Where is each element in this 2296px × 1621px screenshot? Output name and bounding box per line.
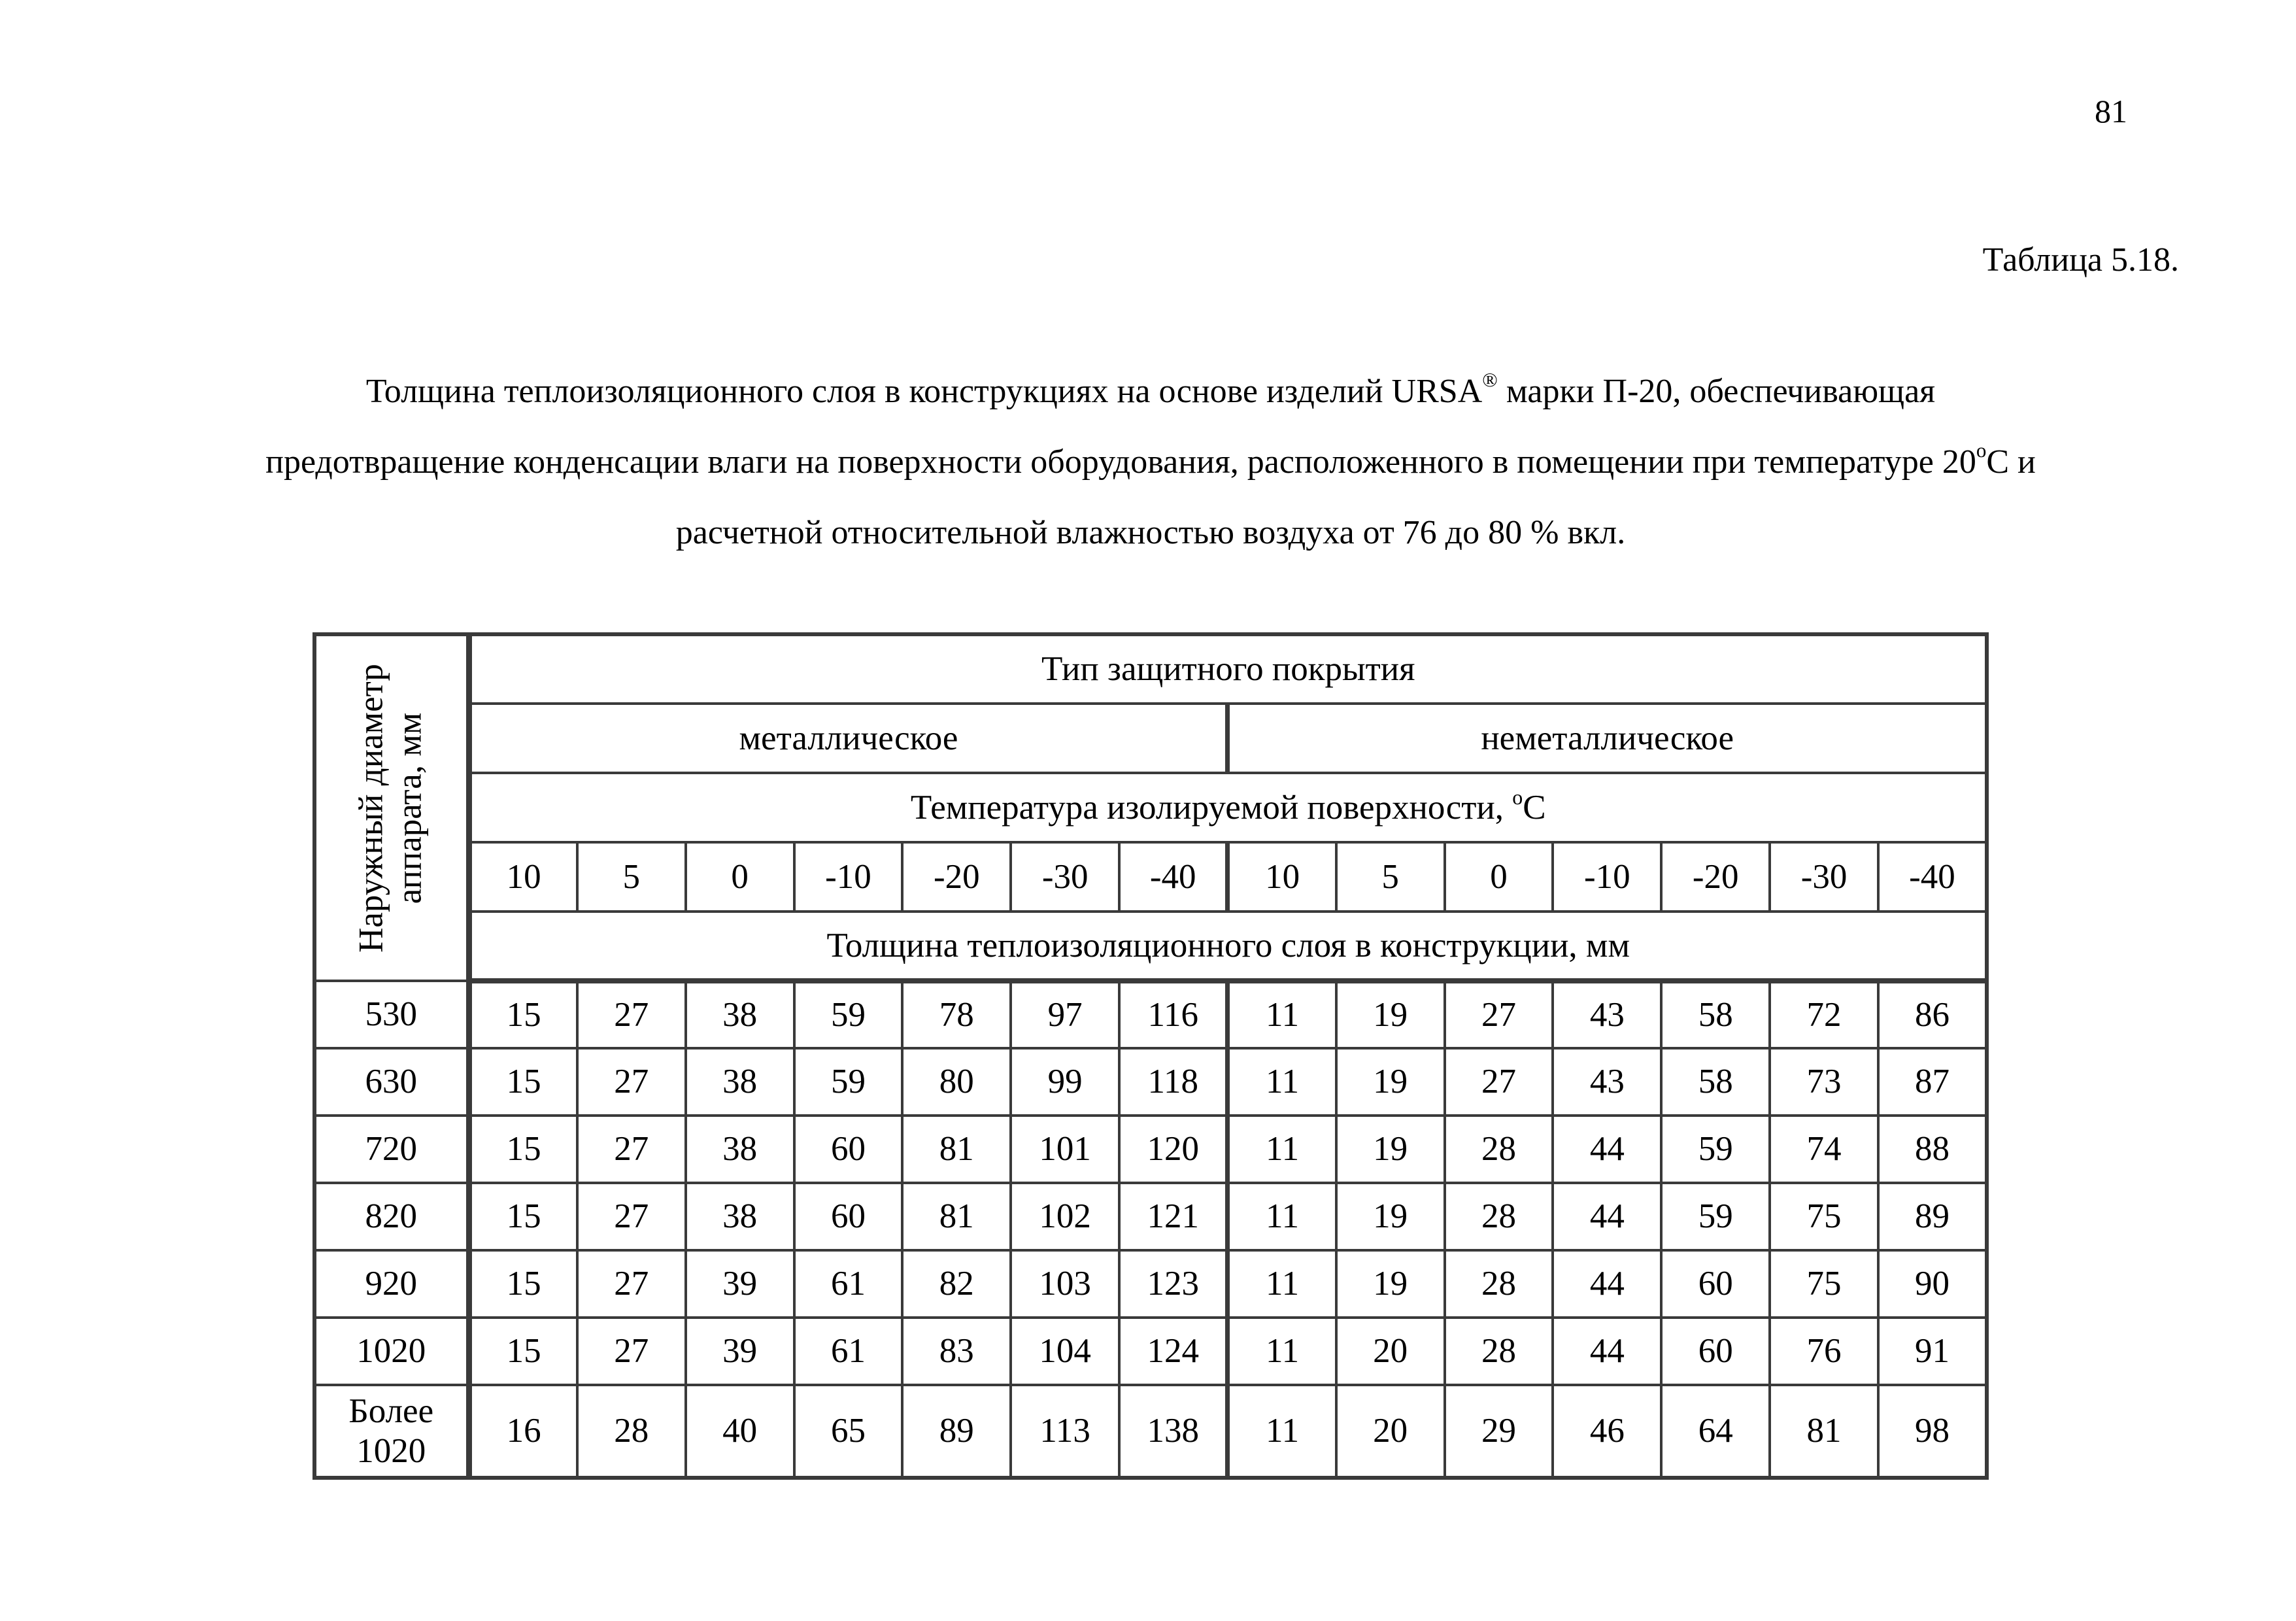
value-cell: 15: [469, 1183, 577, 1250]
page-number: 81: [2095, 93, 2127, 129]
value-cell: 98: [1878, 1385, 1987, 1478]
temperature-cell: 5: [1336, 842, 1445, 912]
value-cell: 19: [1336, 1250, 1445, 1318]
value-cell: 81: [902, 1183, 1011, 1250]
value-cell: 73: [1770, 1048, 1878, 1116]
diameter-cell: 720: [314, 1116, 469, 1183]
value-cell: 64: [1661, 1385, 1770, 1478]
value-cell: 118: [1119, 1048, 1228, 1116]
table-row: [314, 1183, 1987, 1250]
thickness-header: Толщина теплоизоляционного слоя в конструкции, мм: [469, 912, 1987, 981]
value-cell: 78: [902, 981, 1011, 1048]
value-cell: 19: [1336, 1183, 1445, 1250]
value-cell: 38: [686, 981, 794, 1048]
value-cell: 43: [1553, 981, 1661, 1048]
group-metallic-header: металлическое: [469, 704, 1228, 773]
value-cell: 76: [1770, 1318, 1878, 1385]
value-cell: 104: [1011, 1318, 1119, 1385]
value-cell: 60: [1661, 1250, 1770, 1318]
insulation-thickness-table: [312, 632, 1989, 1480]
value-cell: 89: [902, 1385, 1011, 1478]
value-cell: 83: [902, 1318, 1011, 1385]
value-cell: 11: [1228, 1183, 1336, 1250]
value-cell: 15: [469, 1318, 577, 1385]
registered-mark: ®: [1482, 368, 1498, 391]
value-cell: 11: [1228, 1318, 1336, 1385]
value-cell: 43: [1553, 1048, 1661, 1116]
value-cell: 120: [1119, 1116, 1228, 1183]
table-row: [314, 1250, 1987, 1318]
value-cell: 101: [1011, 1116, 1119, 1183]
value-cell: 11: [1228, 1116, 1336, 1183]
value-cell: 59: [1661, 1183, 1770, 1250]
value-cell: 15: [469, 1116, 577, 1183]
value-cell: 121: [1119, 1183, 1228, 1250]
value-cell: 27: [577, 1048, 686, 1116]
caption-line-3: расчетной относительной влажностью воздуха от 76 до 80 % вкл.: [675, 514, 1626, 551]
caption-line-1: [118, 358, 2184, 429]
value-cell: 19: [1336, 981, 1445, 1048]
value-cell: 19: [1336, 1048, 1445, 1116]
value-cell: 19: [1336, 1116, 1445, 1183]
value-cell: 59: [1661, 1116, 1770, 1183]
value-cell: 27: [577, 1183, 686, 1250]
temperature-cell: 5: [577, 842, 686, 912]
value-cell: 81: [902, 1116, 1011, 1183]
value-cell: 61: [794, 1318, 903, 1385]
value-cell: 29: [1445, 1385, 1553, 1478]
value-cell: 44: [1553, 1183, 1661, 1250]
temperature-cell: -30: [1011, 842, 1119, 912]
value-cell: 28: [1445, 1183, 1553, 1250]
value-cell: 11: [1228, 981, 1336, 1048]
value-cell: 16: [469, 1385, 577, 1478]
value-cell: 97: [1011, 981, 1119, 1048]
caption-text: марки П-20, обеспечивающая: [1497, 373, 1936, 410]
value-cell: 39: [686, 1250, 794, 1318]
value-cell: 75: [1770, 1250, 1878, 1318]
value-cell: 44: [1553, 1250, 1661, 1318]
temperature-cell: -40: [1878, 842, 1987, 912]
value-cell: 116: [1119, 981, 1228, 1048]
value-cell: 72: [1770, 981, 1878, 1048]
value-cell: 59: [794, 1048, 903, 1116]
value-cell: 27: [577, 1116, 686, 1183]
value-cell: 38: [686, 1116, 794, 1183]
value-cell: 46: [1553, 1385, 1661, 1478]
surface-temperature-header: [469, 773, 1987, 842]
temperature-cell: -10: [1553, 842, 1661, 912]
value-cell: 27: [577, 1318, 686, 1385]
value-cell: 88: [1878, 1116, 1987, 1183]
value-cell: 15: [469, 1048, 577, 1116]
value-cell: 74: [1770, 1116, 1878, 1183]
temperature-cell: 0: [686, 842, 794, 912]
table-row: [314, 981, 1987, 1048]
value-cell: 113: [1011, 1385, 1119, 1478]
value-cell: 82: [902, 1250, 1011, 1318]
value-cell: 99: [1011, 1048, 1119, 1116]
diameter-header-text: Наружный диаметр аппарата, мм: [352, 663, 430, 953]
diameter-cell: 920: [314, 1250, 469, 1318]
value-cell: 58: [1661, 981, 1770, 1048]
value-cell: 40: [686, 1385, 794, 1478]
degree-mark: о: [1976, 439, 1987, 462]
value-cell: 123: [1119, 1250, 1228, 1318]
caption-line-2: [118, 429, 2184, 500]
value-cell: 89: [1878, 1183, 1987, 1250]
value-cell: 11: [1228, 1250, 1336, 1318]
value-cell: 39: [686, 1318, 794, 1385]
value-cell: 59: [794, 981, 903, 1048]
temperature-row: [314, 842, 1987, 912]
value-cell: 15: [469, 1250, 577, 1318]
diameter-cell: 630: [314, 1048, 469, 1116]
value-cell: 60: [1661, 1318, 1770, 1385]
temperature-cell: 10: [469, 842, 577, 912]
temperature-cell: -20: [1661, 842, 1770, 912]
temp-header-text: Температура изолируемой поверхности,: [910, 788, 1513, 827]
table-row: [314, 1116, 1987, 1183]
value-cell: 44: [1553, 1116, 1661, 1183]
diameter-cell: 530: [314, 981, 469, 1048]
value-cell: 75: [1770, 1183, 1878, 1250]
value-cell: 38: [686, 1048, 794, 1116]
value-cell: 61: [794, 1250, 903, 1318]
temperature-cell: -10: [794, 842, 903, 912]
value-cell: 27: [1445, 981, 1553, 1048]
diameter-column-header: [314, 634, 469, 981]
degree-mark: о: [1512, 785, 1523, 809]
value-cell: 27: [577, 981, 686, 1048]
table-row: [314, 1385, 1987, 1478]
value-cell: 11: [1228, 1048, 1336, 1116]
value-cell: 20: [1336, 1385, 1445, 1478]
value-cell: 20: [1336, 1318, 1445, 1385]
value-cell: 90: [1878, 1250, 1987, 1318]
group-nonmetallic-header: неметаллическое: [1228, 704, 1987, 773]
value-cell: 87: [1878, 1048, 1987, 1116]
temperature-cell: -40: [1119, 842, 1228, 912]
temperature-cell: -20: [902, 842, 1011, 912]
caption-text: С и: [1986, 443, 2036, 481]
value-cell: 60: [794, 1183, 903, 1250]
temp-header-unit: С: [1523, 788, 1546, 827]
value-cell: 58: [1661, 1048, 1770, 1116]
value-cell: 86: [1878, 981, 1987, 1048]
value-cell: 102: [1011, 1183, 1119, 1250]
table-number: Таблица 5.18.: [1982, 241, 2179, 279]
value-cell: 27: [1445, 1048, 1553, 1116]
caption-text: предотвращение конденсации влаги на поверхности оборудования, расположенного в помещении при температуре 20: [265, 443, 1976, 481]
value-cell: 28: [577, 1385, 686, 1478]
value-cell: 91: [1878, 1318, 1987, 1385]
caption-text: Толщина теплоизоляционного слоя в конструкциях на основе изделий URSA: [365, 373, 1483, 410]
value-cell: 103: [1011, 1250, 1119, 1318]
diameter-cell: 1020: [314, 1318, 469, 1385]
diameter-label-line1: Более: [348, 1391, 434, 1430]
value-cell: 81: [1770, 1385, 1878, 1478]
value-cell: 124: [1119, 1318, 1228, 1385]
table-row: [314, 1318, 1987, 1385]
value-cell: 11: [1228, 1385, 1336, 1478]
table-caption: [118, 358, 2184, 566]
value-cell: 27: [577, 1250, 686, 1318]
diameter-cell: [314, 1385, 469, 1478]
value-cell: 65: [794, 1385, 903, 1478]
diameter-cell: 820: [314, 1183, 469, 1250]
value-cell: 28: [1445, 1116, 1553, 1183]
value-cell: 80: [902, 1048, 1011, 1116]
value-cell: 28: [1445, 1250, 1553, 1318]
value-cell: 138: [1119, 1385, 1228, 1478]
value-cell: 44: [1553, 1318, 1661, 1385]
value-cell: 15: [469, 981, 577, 1048]
value-cell: 28: [1445, 1318, 1553, 1385]
temperature-cell: 10: [1228, 842, 1336, 912]
value-cell: 38: [686, 1183, 794, 1250]
table-row: [314, 1048, 1987, 1116]
coating-type-header: Тип защитного покрытия: [469, 634, 1987, 704]
temperature-cell: -30: [1770, 842, 1878, 912]
temperature-cell: 0: [1445, 842, 1553, 912]
value-cell: 60: [794, 1116, 903, 1183]
diameter-label-line2: 1020: [356, 1431, 426, 1470]
